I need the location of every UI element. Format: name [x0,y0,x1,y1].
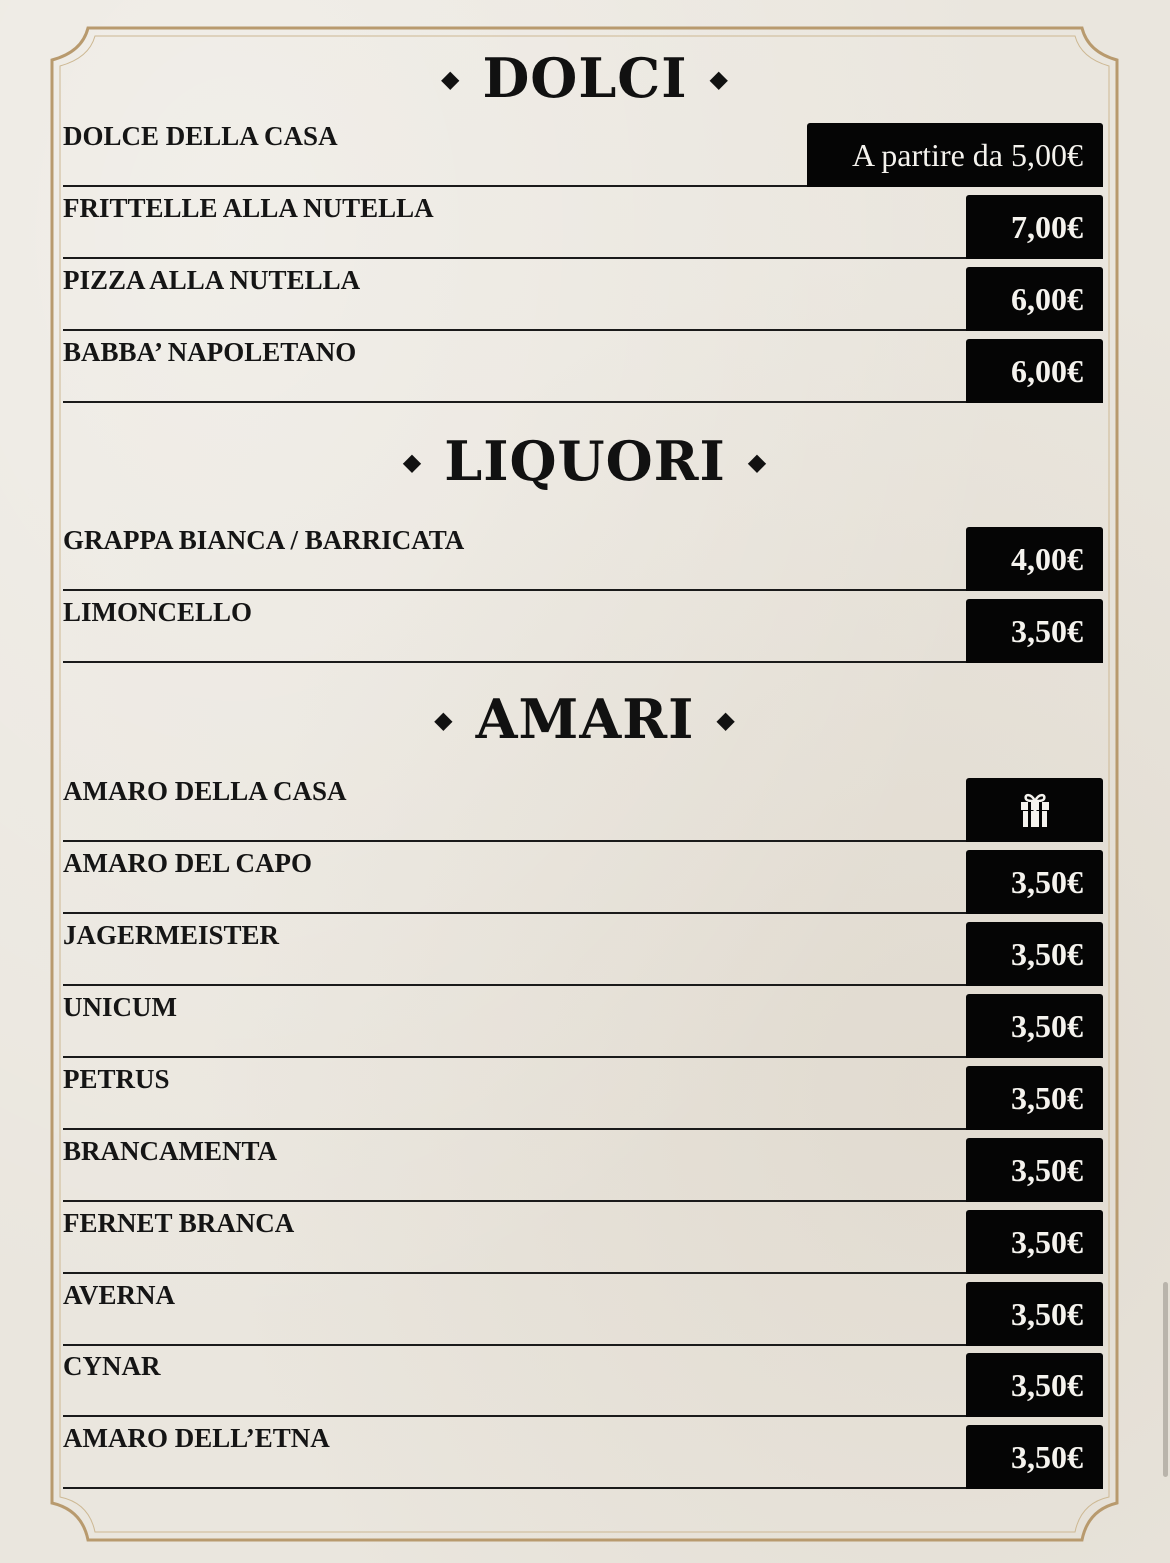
item-price-gift [966,778,1103,842]
diamond-ornament-icon: ◆ [716,704,736,734]
section-title-liquori [0,431,1170,496]
item-price: 3,50€ [966,1066,1103,1130]
item-name: CYNAR [63,1351,161,1381]
item-divider [63,984,968,986]
item-divider [63,185,808,187]
item-price: 6,00€ [966,267,1103,331]
item-divider [63,1200,968,1202]
item-name: AMARO DEL CAPO [63,848,312,878]
item-price: 3,50€ [966,1282,1103,1346]
menu-item-petrus [63,1064,1103,1130]
item-price: 3,50€ [966,850,1103,914]
item-divider [63,1056,968,1058]
item-divider [63,1128,968,1130]
item-price: 3,50€ [966,1210,1103,1274]
diamond-ornament-icon: ◆ [709,63,729,93]
item-divider [63,401,968,403]
menu-item-unicum [63,992,1103,1058]
item-name: FRITTELLE ALLA NUTELLA [63,193,434,223]
section-title-dolci [0,48,1170,113]
menu-item-pizza-alla-nutella [63,265,1103,331]
item-name: LIMONCELLO [63,597,253,627]
item-price: 4,00€ [966,527,1103,591]
section-title-text: DOLCI [482,46,688,110]
item-divider [63,1415,968,1417]
item-price: 3,50€ [966,1138,1103,1202]
item-price: 3,50€ [966,1353,1103,1417]
item-price: 3,50€ [966,599,1103,663]
item-name: PIZZA ALLA NUTELLA [63,265,361,295]
section-title-text: AMARI [475,687,695,751]
item-name: BRANCAMENTA [63,1136,277,1166]
menu-item-grappa [63,525,1103,591]
item-price: 3,50€ [966,994,1103,1058]
item-price: A partire da 5,00€ [807,123,1103,187]
gift-icon [1020,792,1050,828]
menu-item-dolce-della-casa [63,121,1103,187]
menu-item-cynar [63,1351,1103,1417]
item-divider [63,257,968,259]
item-divider [63,661,968,663]
item-name: AMARO DELL’ETNA [63,1423,330,1453]
section-title-text: LIQUORI [444,429,726,493]
item-price: 7,00€ [966,195,1103,259]
menu-item-amaro-delletna [63,1423,1103,1489]
menu-item-averna [63,1280,1103,1346]
item-name: AVERNA [63,1280,176,1310]
item-price: 6,00€ [966,339,1103,403]
menu-item-frittelle-alla-nutella [63,193,1103,259]
item-name: FERNET BRANCA [63,1208,295,1238]
scrollbar[interactable] [1163,1282,1168,1477]
item-name: UNICUM [63,992,177,1022]
item-divider [63,912,968,914]
diamond-ornament-icon: ◆ [440,63,461,93]
menu-item-fernet-branca [63,1208,1103,1274]
item-divider [63,329,968,331]
diamond-ornament-icon: ◆ [747,446,768,476]
menu-item-brancamenta [63,1136,1103,1202]
item-price: 3,50€ [966,1425,1103,1489]
section-title-amari [0,689,1170,754]
item-name: BABBA’ NAPOLETANO [63,337,357,367]
item-divider [63,1272,968,1274]
item-price: 3,50€ [966,922,1103,986]
item-name: PETRUS [63,1064,170,1094]
item-name: DOLCE DELLA CASA [63,121,338,151]
item-divider [63,1487,968,1489]
diamond-ornament-icon: ◆ [402,446,423,476]
menu-item-jagermeister [63,920,1103,986]
item-name: JAGERMEISTER [63,920,280,950]
item-name: GRAPPA BIANCA / BARRICATA [63,525,465,555]
item-name: AMARO DELLA CASA [63,776,347,806]
menu-item-amaro-del-capo [63,848,1103,914]
menu-item-limoncello [63,597,1103,663]
item-divider [63,1344,968,1346]
item-divider [63,840,968,842]
menu-item-amaro-della-casa [63,776,1103,842]
menu-item-babba-napoletano [63,337,1103,403]
item-divider [63,589,968,591]
diamond-ornament-icon: ◆ [434,704,454,734]
